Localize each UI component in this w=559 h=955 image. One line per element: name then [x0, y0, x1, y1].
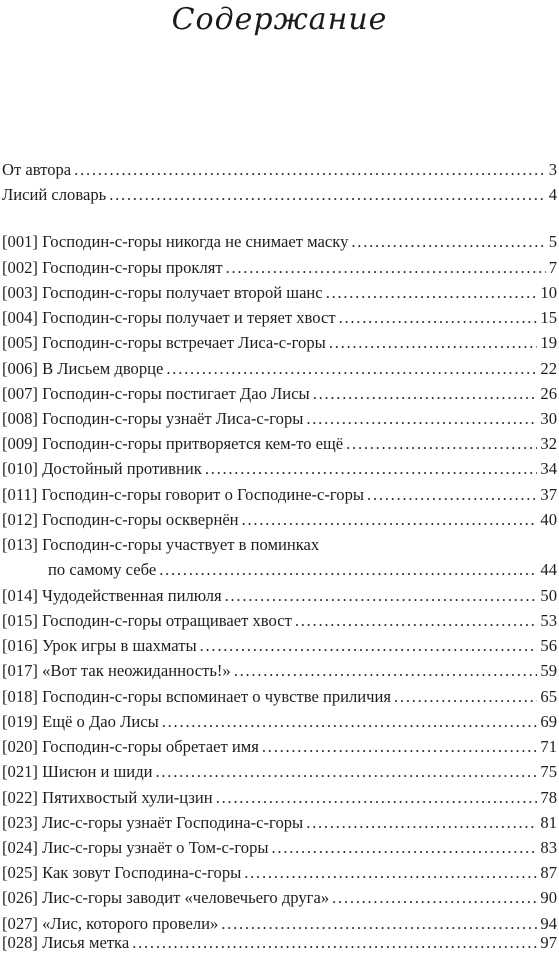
- toc-entry-title: [021] Шисюн и шиди: [2, 762, 153, 781]
- toc-entry-page: 53: [540, 611, 557, 630]
- toc-entry-title: [009] Господин-с-горы притворяется кем-то ещё: [2, 434, 344, 453]
- toc-entry[interactable]: [2, 256, 557, 280]
- dot-leader: [367, 483, 537, 507]
- toc-entry[interactable]: [2, 281, 557, 305]
- toc-entry[interactable]: [2, 533, 557, 557]
- dot-leader: [200, 634, 538, 658]
- toc-entry-title-continued: по самому себе: [48, 560, 157, 579]
- toc-entry-page: 94: [540, 914, 557, 933]
- dot-leader: [162, 710, 538, 734]
- toc-entry-title: От автора: [2, 160, 72, 179]
- toc-entry-page: 5: [548, 232, 557, 251]
- toc-entry-page: 81: [540, 813, 557, 832]
- dot-leader: [216, 786, 538, 810]
- toc-entry-page: 15: [540, 308, 557, 327]
- toc-entry-page: 32: [540, 434, 557, 453]
- dot-leader: [159, 558, 537, 582]
- toc-entry-page: 83: [540, 838, 557, 857]
- toc-entry-title: [011] Господин-с-горы говорит о Господине-с-горы: [2, 485, 365, 504]
- dot-leader: [244, 861, 537, 885]
- toc-entry-page: 19: [540, 333, 557, 352]
- toc-entry-title: [002] Господин-с-горы проклят: [2, 258, 223, 277]
- toc-entry-title: [018] Господин-с-горы вспоминает о чувстве приличия: [2, 687, 392, 706]
- toc-entry-page: 44: [540, 560, 557, 579]
- toc-entry[interactable]: [2, 230, 557, 254]
- toc-entry-title: [015] Господин-с-горы отращивает хвост: [2, 611, 292, 630]
- toc-entry-title: [028] Лисья метка: [2, 933, 130, 952]
- toc-entry[interactable]: [2, 685, 557, 709]
- dot-leader: [313, 382, 538, 406]
- toc-entry[interactable]: [2, 407, 557, 431]
- toc-entry-continuation[interactable]: [2, 558, 557, 582]
- toc-entry-title: [026] Лис-с-горы заводит «человечьего друга»: [2, 888, 330, 907]
- dot-leader: [109, 183, 546, 207]
- toc-entry[interactable]: [2, 508, 557, 532]
- toc-entry-page: 37: [540, 485, 557, 504]
- dot-leader: [346, 432, 537, 456]
- toc-entry-page: 65: [540, 687, 557, 706]
- toc-entry-title: [025] Как зовут Господина-с-горы: [2, 863, 242, 882]
- toc-entry-page: 97: [540, 933, 557, 952]
- dot-leader: [205, 457, 538, 481]
- toc-entry-page: 87: [540, 863, 557, 882]
- toc-entry[interactable]: [2, 836, 557, 860]
- dot-leader: [295, 609, 538, 633]
- toc-entry[interactable]: [2, 634, 557, 658]
- toc-entry-page: 26: [540, 384, 557, 403]
- toc-entry-title: [013] Господин-с-горы участвует в поминках: [2, 535, 320, 554]
- toc-entry[interactable]: [2, 931, 557, 955]
- toc-entry[interactable]: [2, 861, 557, 885]
- toc-entry-title: [017] «Вот так неожиданность!»: [2, 661, 231, 680]
- toc-entry-page: 69: [540, 712, 557, 731]
- page-title: Содержание: [171, 2, 388, 37]
- toc-entry-page: 4: [548, 185, 557, 204]
- dot-leader: [329, 331, 538, 355]
- dot-leader: [351, 230, 545, 254]
- toc-entry[interactable]: [2, 382, 557, 406]
- toc-entry-title: [012] Господин-с-горы осквернён: [2, 510, 239, 529]
- dot-leader: [394, 685, 537, 709]
- dot-leader: [156, 760, 538, 784]
- toc-entry[interactable]: [2, 760, 557, 784]
- toc-entry-title: [016] Урок игры в шахматы: [2, 636, 197, 655]
- toc-entry[interactable]: [2, 811, 557, 835]
- toc-entry-page: 50: [540, 586, 557, 605]
- toc-entry-page: 30: [540, 409, 557, 428]
- toc-entry-page: 56: [540, 636, 557, 655]
- toc-entry-page: 22: [540, 359, 557, 378]
- toc-entry[interactable]: [2, 457, 557, 481]
- toc-entry-page: 7: [548, 258, 557, 277]
- toc-entry-title: [023] Лис-с-горы узнаёт Господина-с-горы: [2, 813, 304, 832]
- toc-entry-title: [007] Господин-с-горы постигает Дао Лисы: [2, 384, 310, 403]
- toc-entry-page: 34: [540, 459, 557, 478]
- toc-entry[interactable]: [2, 331, 557, 355]
- toc-entry-page: 40: [540, 510, 557, 529]
- toc-entry[interactable]: [2, 183, 557, 207]
- toc-entry-page: 75: [540, 762, 557, 781]
- dot-leader: [326, 281, 538, 305]
- dot-leader: [74, 158, 546, 182]
- toc-entry-page: 90: [540, 888, 557, 907]
- toc-entry-title: [010] Достойный противник: [2, 459, 202, 478]
- toc-entry[interactable]: [2, 786, 557, 810]
- toc-entry[interactable]: [2, 886, 557, 910]
- toc-entry[interactable]: [2, 609, 557, 633]
- toc-entry-title: [014] Чудодейственная пилюля: [2, 586, 222, 605]
- dot-leader: [225, 584, 538, 608]
- dot-leader: [332, 886, 537, 910]
- toc-entry-title: [003] Господин-с-горы получает второй шанс: [2, 283, 323, 302]
- dot-leader: [272, 836, 538, 860]
- toc-entry-title: Лисий словарь: [2, 185, 107, 204]
- toc-entry-title: [001] Господин-с-горы никогда не снимает маску: [2, 232, 349, 251]
- toc-entry-page: 3: [548, 160, 557, 179]
- toc-entry-title: [027] «Лис, которого провели»: [2, 914, 219, 933]
- dot-leader: [339, 306, 538, 330]
- toc-entry-title: [006] В Лисьем дворце: [2, 359, 164, 378]
- dot-leader: [262, 735, 538, 759]
- dot-leader: [242, 508, 538, 532]
- toc-entry-title: [004] Господин-с-горы получает и теряет хвост: [2, 308, 336, 327]
- toc-entry[interactable]: [2, 306, 557, 330]
- dot-leader: [226, 256, 546, 280]
- dot-leader: [234, 659, 538, 683]
- toc-entry[interactable]: [2, 659, 557, 683]
- toc-entry[interactable]: [2, 357, 557, 381]
- toc-entry[interactable]: [2, 710, 557, 734]
- toc-entry-title: [020] Господин-с-горы обретает имя: [2, 737, 259, 756]
- toc-entry-title: [022] Пятихвостый хули-цзин: [2, 788, 213, 807]
- toc-entry-page: 59: [540, 661, 557, 680]
- toc-entry[interactable]: [2, 158, 557, 182]
- toc-entry-title: [008] Господин-с-горы узнаёт Лиса-с-горы: [2, 409, 304, 428]
- toc-entry[interactable]: [2, 483, 557, 507]
- toc-entry-title: [005] Господин-с-горы встречает Лиса-с-горы: [2, 333, 326, 352]
- toc-entry[interactable]: [2, 432, 557, 456]
- toc-entry[interactable]: [2, 584, 557, 608]
- dot-leader: [166, 357, 537, 381]
- dot-leader: [306, 407, 537, 431]
- dot-leader: [132, 931, 537, 955]
- toc-entry-title: [024] Лис-с-горы узнаёт о Том-с-горы: [2, 838, 269, 857]
- toc-entry-title: [019] Ещё о Дао Лисы: [2, 712, 159, 731]
- toc-entry-page: 10: [540, 283, 557, 302]
- toc-entry-page: 78: [540, 788, 557, 807]
- toc-entry-page: 71: [540, 737, 557, 756]
- toc-entry[interactable]: [2, 735, 557, 759]
- dot-leader: [306, 811, 537, 835]
